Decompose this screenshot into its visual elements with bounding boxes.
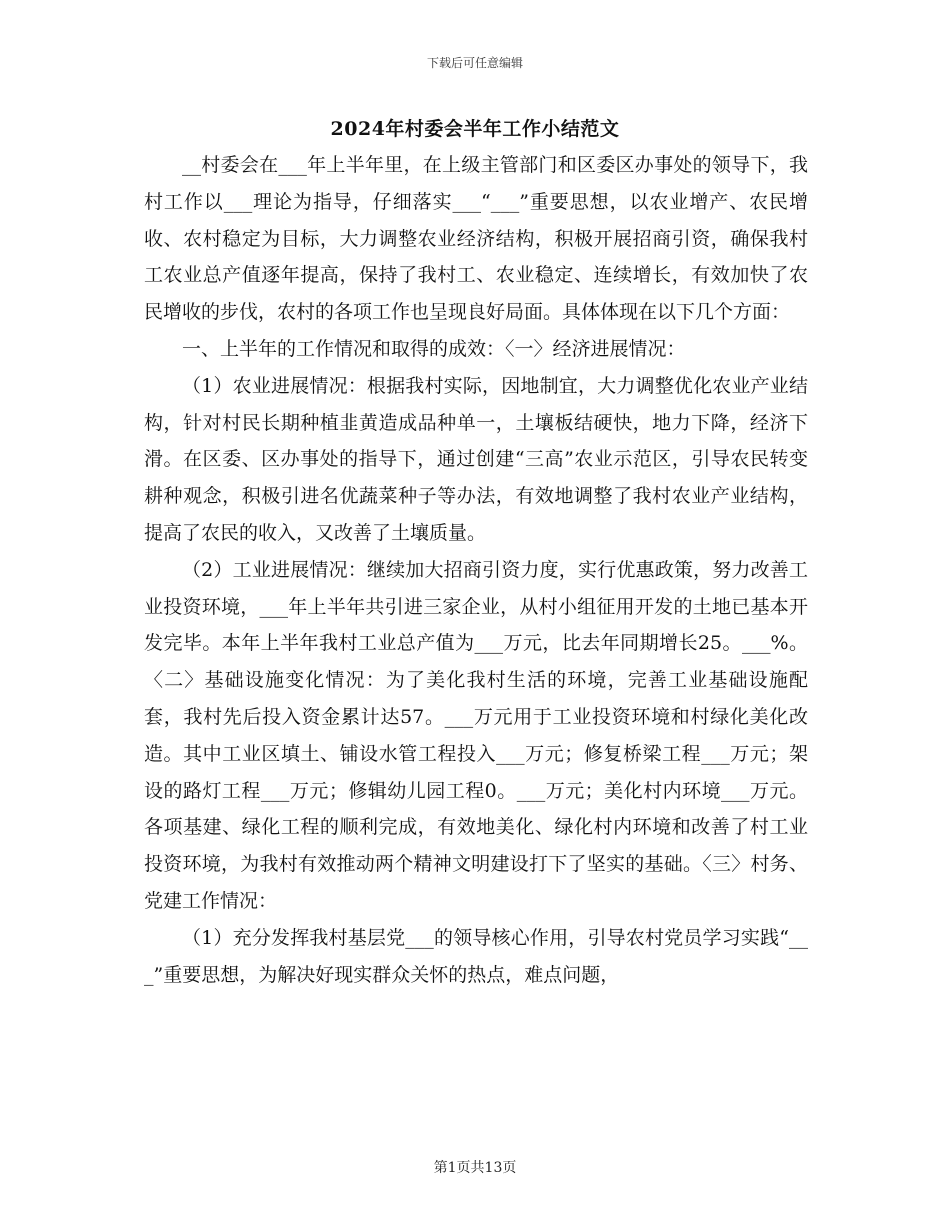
paragraph-section-one-heading: 一、上半年的工作情况和取得的成效：〈一〉经济进展情况： bbox=[182, 337, 686, 360]
document-body bbox=[144, 147, 808, 993]
page-footer-number: 第1页共13页 bbox=[433, 1160, 517, 1176]
paragraph-party-building: （1）充分发挥我村基层党___的领导核心作用，引导农村党员学习实践“___”重要思想，为解决好现实群众关怀的热点，难点问题， bbox=[144, 926, 808, 986]
paragraph-intro: __村委会在___年上半年里，在上级主管部门和区委区办事处的领导下，我村工作以___理论为指导，仔细落实___“___”重要思想，以农业增产、农民增收、农村稳定为目标，大力调整农业经济结构，积极开展招商引资，确保我村工农业总产值逐年提高，保持了我村工、农业稳定、连续增长，有效加快了农民增收的步伐，农村的各项工作也呈现良好局面。具体体现在以下几个方面： bbox=[144, 154, 808, 324]
paragraph-agriculture: （1）农业进展情况：根据我村实际，因地制宜，大力调整优化农业产业结构，针对村民长期种植韭黄造成品种单一，土壤板结硬快，地力下降，经济下滑。在区委、区办事处的指导下，通过创建“三高”农业示范区，引导农民转变耕种观念，积极引进名优蔬菜种子等办法，有效地调整了我村农业产业结构，提高了农民的收入，又改善了土壤质量。 bbox=[144, 374, 808, 544]
page-header-note: 下载后可任意编辑 bbox=[426, 56, 523, 70]
paragraph-industry: （2）工业进展情况：继续加大招商引资力度，实行优惠政策，努力改善工业投资环境，___年上半年共引进三家企业，从村小组征用开发的土地已基本开发完毕。本年上半年我村工业总产值为___万元，比去年同期增长25。___%。〈二〉基础设施变化情况：为了美化我村生活的环境，完善工业基础设施配套，我村先后投入资金累计达57。___万元用于工业投资环境和村绿化美化改造。其中工业区填土、铺设水管工程投入___万元；修复桥梁工程___万元；架设的路灯工程___万元；修辑幼儿园工程0。___万元；美化村内环境___万元。各项基建、绿化工程的顺利完成，有效地美化、绿化村内环境和改善了村工业投资环境，为我村有效推动两个精神文明建设打下了坚实的基础。〈三〉村务、党建工作情况： bbox=[144, 558, 808, 912]
document-title: 2024年村委会半年工作小结范文 bbox=[330, 118, 620, 140]
